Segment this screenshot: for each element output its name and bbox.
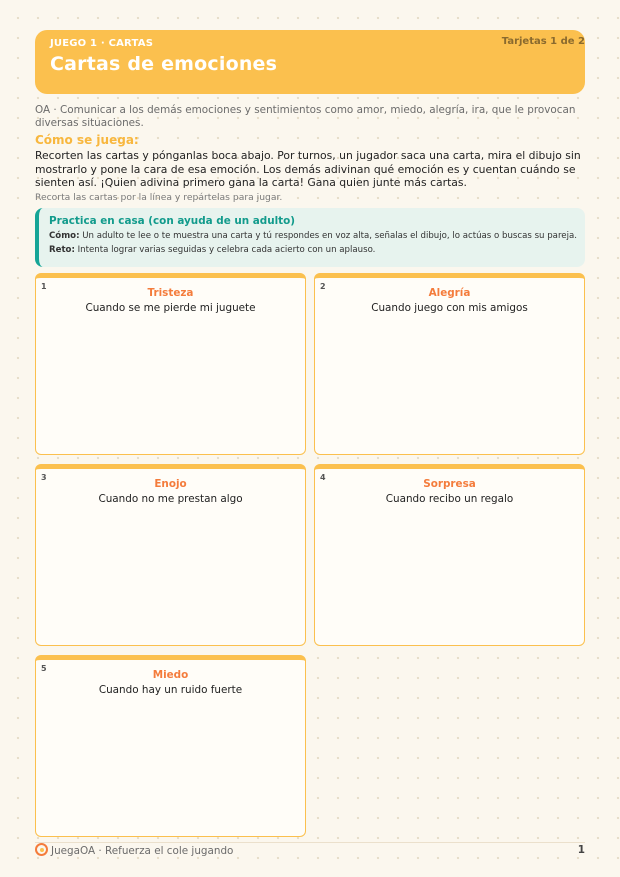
- footer: [35, 843, 585, 857]
- card-number: 3: [41, 473, 47, 482]
- card-number: 1: [41, 282, 47, 291]
- home-how-line: [49, 231, 575, 241]
- emotion-card: [314, 464, 585, 646]
- home-practice-box: [35, 208, 585, 267]
- header-banner: [35, 30, 585, 94]
- home-challenge-label: Reto:: [49, 245, 75, 255]
- home-practice-title: Practica en casa (con ayuda de un adulto): [49, 215, 296, 227]
- home-how-text: Un adulto te lee o te muestra una carta y tú respondes en voz alta, señalas el dibujo, lo actúas o buscas su pareja.: [82, 231, 577, 241]
- page-number: 1: [577, 844, 585, 856]
- footer-brand: JuegaOA · Refuerza el cole jugando: [51, 845, 234, 857]
- card-emotion: Sorpresa: [423, 478, 476, 490]
- card-emotion: Enojo: [154, 478, 187, 490]
- brand-logo-icon: [35, 843, 48, 856]
- emotion-card: [35, 464, 306, 646]
- card-number: 4: [320, 473, 326, 482]
- card-situation: Cuando no me prestan algo: [98, 493, 243, 505]
- card-number: 2: [320, 282, 326, 291]
- card-count: Tarjetas 1 de 2: [501, 36, 585, 47]
- card-number: 5: [41, 664, 47, 673]
- card-emotion: Tristeza: [147, 287, 194, 299]
- card-situation: Cuando se me pierde mi juguete: [85, 302, 256, 314]
- home-challenge-text: Intenta lograr varias seguidas y celebra cada acierto con un aplauso.: [77, 245, 376, 255]
- game-kicker: JUEGO 1 · CARTAS: [50, 38, 154, 49]
- learning-objective: OA · Comunicar a los demás emociones y sentimientos como amor, miedo, alegría, ira, que le provocan diversas situaciones.: [35, 104, 576, 129]
- emotion-card: [314, 273, 585, 455]
- emotion-card: [35, 273, 306, 455]
- card-emotion: Alegría: [428, 287, 471, 299]
- how-to-play-title: Cómo se juega:: [35, 133, 139, 147]
- how-to-play-text: Recorten las cartas y pónganlas boca abajo. Por turnos, un jugador saca una carta, mira el dibujo sin mostrarlo y pone la cara de esa emoción. Los demás adivinan qué emoción es y cuentan cuándo se sienten así. ¡Quien adivina primero gana la carta! Gana quien junte más cartas.: [35, 149, 581, 189]
- card-situation: Cuando recibo un regalo: [385, 493, 514, 505]
- home-challenge-line: [49, 245, 575, 255]
- card-situation: Cuando hay un ruido fuerte: [98, 684, 243, 696]
- card-situation: Cuando juego con mis amigos: [371, 302, 528, 314]
- card-emotion: Miedo: [152, 669, 189, 681]
- page-title: Cartas de emociones: [50, 53, 278, 75]
- home-how-label: Cómo:: [49, 231, 80, 241]
- emotion-card: [35, 655, 306, 837]
- cut-note: Recorta las cartas por la línea y repártelas para jugar.: [35, 192, 283, 203]
